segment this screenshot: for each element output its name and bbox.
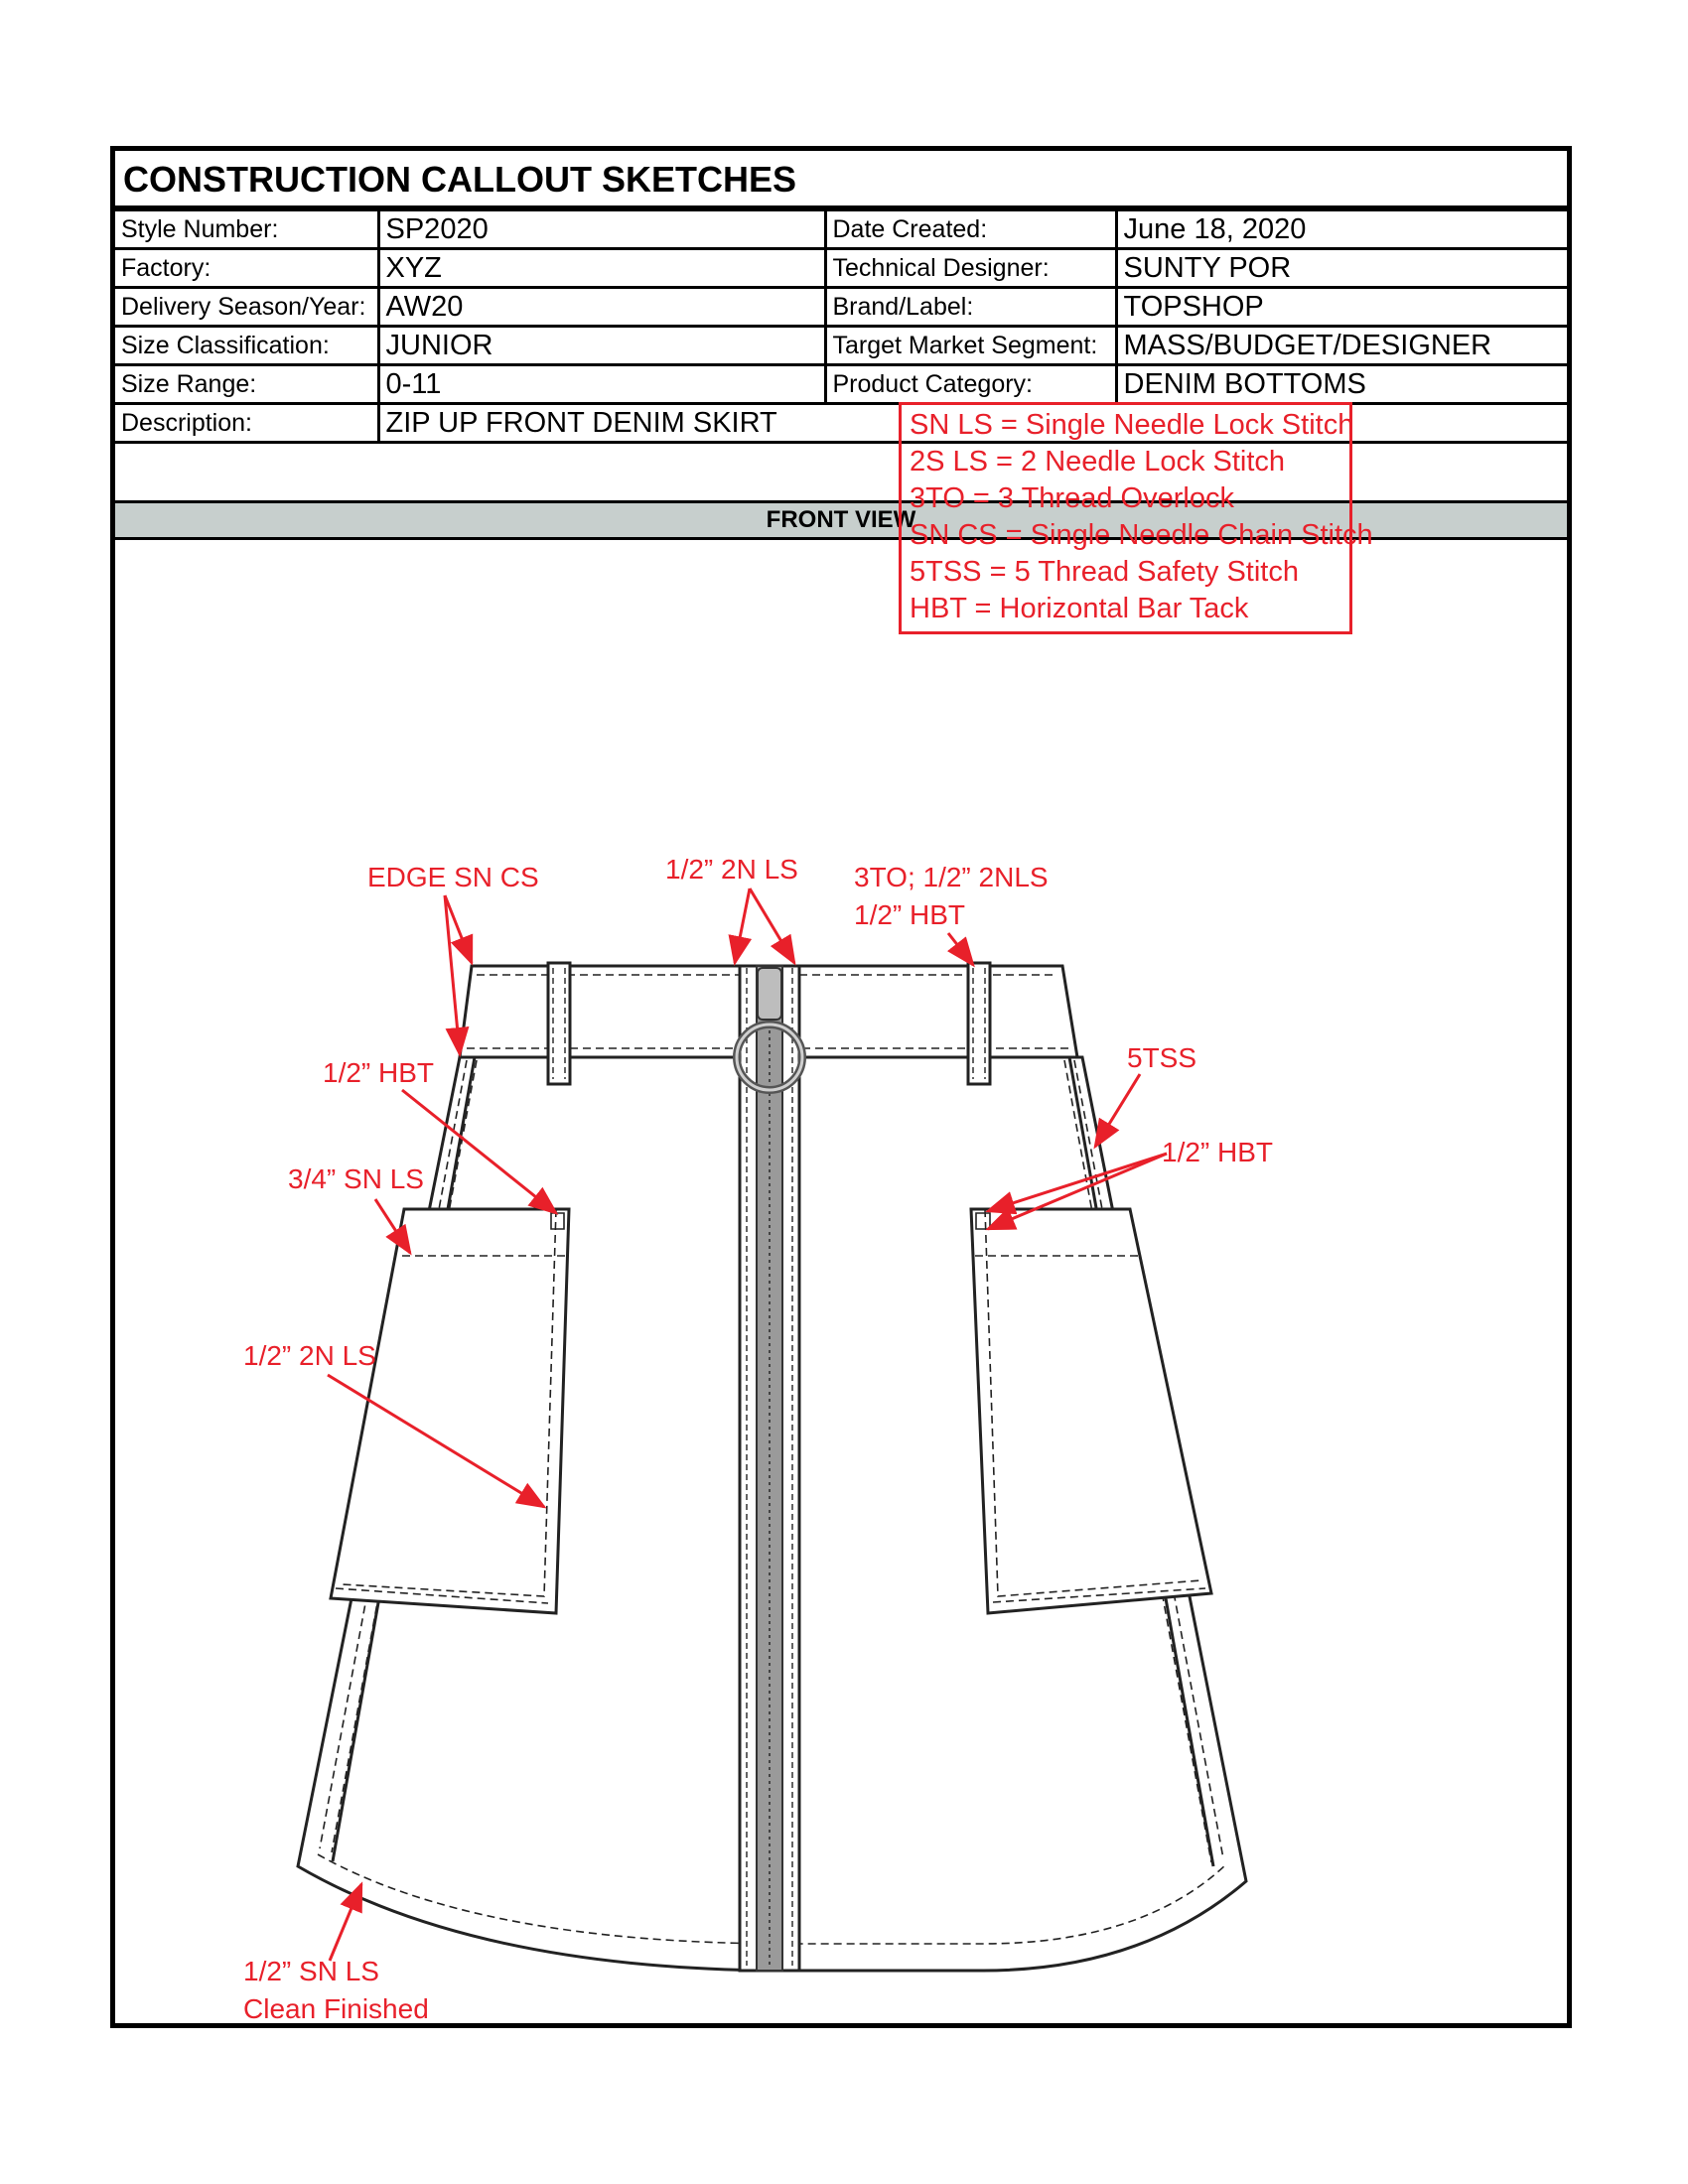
style-number-value: SP2020	[378, 210, 825, 249]
legend-item: HBT = Horizontal Bar Tack	[910, 593, 1249, 624]
zipper-slider	[758, 968, 781, 1020]
callout-3to: 3TO; 1/2” 2NLS	[854, 862, 1049, 892]
callout-3-4-sn-ls: 3/4” SN LS	[288, 1163, 424, 1194]
arrow-hbt-top-right	[948, 933, 973, 965]
callout-5tss: 5TSS	[1127, 1042, 1197, 1073]
arrow-hem	[330, 1884, 361, 1961]
factory-label: Factory:	[115, 249, 378, 288]
zipper	[737, 966, 802, 1971]
callout-edge-sn-cs: EDGE SN CS	[367, 862, 539, 892]
belt-loop-right	[968, 963, 990, 1084]
callout-hem-clean: Clean Finished	[243, 1993, 429, 2024]
callout-hbt-left: 1/2” HBT	[323, 1057, 435, 1088]
factory-value: XYZ	[378, 249, 825, 288]
callout-half-2n-ls-pocket: 1/2” 2N LS	[243, 1340, 376, 1371]
right-pocket	[971, 1209, 1211, 1613]
technical-designer-value: SUNTY POR	[1116, 249, 1567, 288]
technical-designer-label: Technical Designer:	[825, 249, 1116, 288]
size-class-label: Size Classification:	[115, 327, 378, 365]
legend-item: SN LS = Single Needle Lock Stitch	[910, 409, 1354, 441]
size-range-value: 0-11	[378, 365, 825, 404]
callout-hem-sn-ls: 1/2” SN LS	[243, 1956, 379, 1986]
callout-hbt-top-right: 1/2” HBT	[854, 899, 966, 930]
arrow-edge-sn-cs-b	[445, 895, 460, 1054]
date-created-value: June 18, 2020	[1116, 210, 1567, 249]
target-value: MASS/BUDGET/DESIGNER	[1116, 327, 1567, 365]
front-view-bar: FRONT VIEW	[115, 500, 1567, 540]
callout-hbt-right: 1/2” HBT	[1162, 1137, 1274, 1167]
brand-value: TOPSHOP	[1116, 288, 1567, 327]
left-pocket	[331, 1209, 569, 1613]
delivery-label: Delivery Season/Year:	[115, 288, 378, 327]
legend-item: 5TSS = 5 Thread Safety Stitch	[910, 556, 1299, 588]
arrow-2n-ls-b	[750, 888, 794, 963]
category-label: Product Category:	[825, 365, 1116, 404]
target-label: Target Market Segment:	[825, 327, 1116, 365]
size-range-label: Size Range:	[115, 365, 378, 404]
date-created-label: Date Created:	[825, 210, 1116, 249]
legend-item: SN CS = Single Needle Chain Stitch	[910, 519, 1373, 551]
style-number-label: Style Number:	[115, 210, 378, 249]
legend-item: 3TO = 3 Thread Overlock	[910, 482, 1234, 514]
brand-label: Brand/Label:	[825, 288, 1116, 327]
description-value: ZIP UP FRONT DENIM SKIRT	[378, 404, 1567, 443]
delivery-value: AW20	[378, 288, 825, 327]
right-pocket-shape	[971, 1209, 1211, 1613]
description-label: Description:	[115, 404, 378, 443]
page-title: CONSTRUCTION CALLOUT SKETCHES	[115, 151, 1567, 208]
arrow-2n-ls-a	[735, 888, 750, 963]
legend-item: 2S LS = 2 Needle Lock Stitch	[910, 446, 1286, 478]
left-pocket-shape	[331, 1209, 569, 1613]
category-value: DENIM BOTTOMS	[1116, 365, 1567, 404]
callout-half-2n-ls-top: 1/2” 2N LS	[665, 854, 798, 885]
size-class-value: JUNIOR	[378, 327, 825, 365]
belt-loop-left	[548, 963, 570, 1084]
arrow-5tss	[1095, 1074, 1140, 1147]
